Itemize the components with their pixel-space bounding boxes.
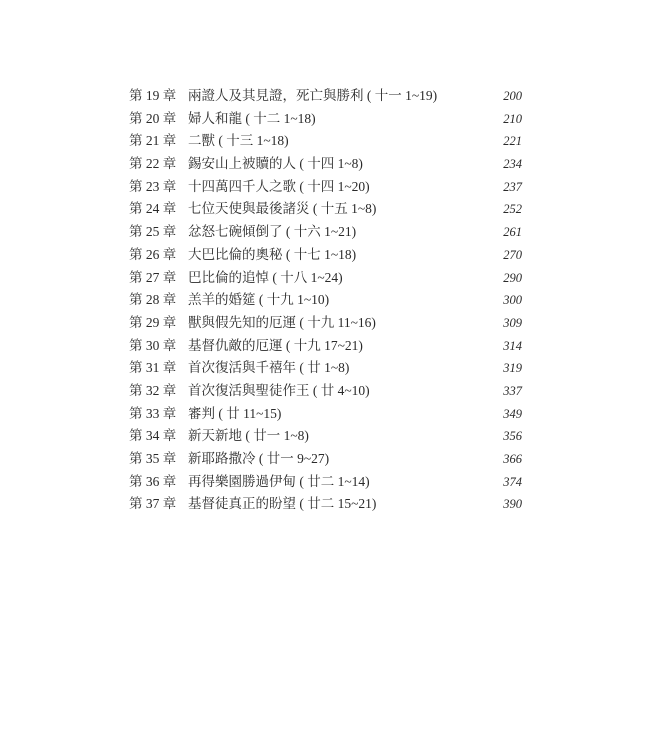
chapter-title: 基督徒真正的盼望 ( 廿二 15~21) [188,496,377,512]
chapter-title: 新耶路撒冷 ( 廿一 9~27) [188,451,330,466]
toc-entry[interactable] [0,198,650,221]
page-number: 261 [503,225,522,240]
toc-entry[interactable] [0,403,650,426]
toc-entry[interactable] [0,176,650,199]
page-number: 270 [503,247,522,262]
chapter-title: 二獸 ( 十三 1~18) [188,133,289,149]
chapter-label: 第 34 章 [129,428,177,444]
toc-entry[interactable] [0,425,650,448]
chapter-label: 第 23 章 [129,178,177,194]
chapter-title: 審判 ( 廿 11~15) [188,405,282,421]
page-number: 290 [503,270,522,285]
table-of-contents [0,85,650,516]
chapter-label: 第 35 章 [129,451,177,466]
chapter-title: 大巴比倫的奧秘 ( 十七 1~18) [188,246,357,262]
toc-entry[interactable] [0,289,650,312]
toc-entry[interactable] [0,221,650,244]
chapter-label: 第 20 章 [129,110,177,126]
toc-entry[interactable] [0,244,650,267]
chapter-title: 首次復活與聖徒作王 ( 廿 4~10) [188,382,370,398]
toc-entry[interactable] [0,471,650,494]
chapter-label: 第 19 章 [129,88,177,103]
toc-entry[interactable] [0,153,650,176]
page-number: 349 [503,406,522,421]
chapter-label: 第 33 章 [129,405,177,421]
chapter-title: 獸與假先知的厄運 ( 十九 11~16) [188,314,376,330]
page-number: 252 [503,202,522,217]
toc-entry[interactable] [0,130,650,153]
toc-entry[interactable] [0,380,650,403]
chapter-label: 第 28 章 [129,292,177,308]
chapter-label: 第 29 章 [129,314,177,330]
toc-entry[interactable] [0,493,650,516]
chapter-title: 巴比倫的追悼 ( 十八 1~24) [188,269,343,285]
page-number: 337 [503,383,522,398]
chapter-label: 第 22 章 [129,156,177,172]
toc-entry[interactable] [0,312,650,335]
chapter-label: 第 24 章 [129,201,177,217]
page-number: 210 [503,111,522,126]
page-number: 300 [503,293,522,308]
toc-entry[interactable] [0,448,650,471]
page-number: 237 [503,179,522,194]
chapter-title: 忿怒七碗傾倒了 ( 十六 1~21) [188,224,357,240]
chapter-label: 第 25 章 [129,224,177,240]
chapter-title: 十四萬四千人之歌 ( 十四 1~20) [188,178,370,194]
toc-entry[interactable] [0,267,650,290]
page-number: 356 [503,429,522,444]
chapter-label: 第 21 章 [129,133,177,149]
chapter-label: 第 37 章 [129,496,177,512]
chapter-title: 羔羊的婚筵 ( 十九 1~10) [188,292,330,308]
toc-entry[interactable] [0,357,650,380]
chapter-title: 再得樂園勝過伊甸 ( 廿二 1~14) [188,473,370,489]
chapter-label: 第 27 章 [129,269,177,285]
chapter-label: 第 26 章 [129,246,177,262]
toc-entry[interactable] [0,108,650,131]
toc-entry[interactable] [0,85,650,108]
chapter-label: 第 36 章 [129,473,177,489]
page-number: 234 [503,157,522,172]
toc-entry[interactable] [0,335,650,358]
chapter-title: 兩證人及其見證，死亡與勝利 ( 十一 1~19) [188,88,438,103]
page-number: 200 [503,89,522,103]
page-number: 319 [503,361,522,376]
chapter-label: 第 30 章 [129,337,177,353]
chapter-title: 首次復活與千禧年 ( 廿 1~8) [188,360,350,376]
chapter-label: 第 31 章 [129,360,177,376]
page-number: 221 [503,134,522,149]
chapter-label: 第 32 章 [129,382,177,398]
chapter-title: 七位天使與最後諸災 ( 十五 1~8) [188,201,377,217]
chapter-title: 婦人和龍 ( 十二 1~18) [188,110,316,126]
chapter-title: 新天新地 ( 廿一 1~8) [188,428,309,444]
page-number: 366 [503,452,522,466]
page-number: 314 [503,338,522,353]
chapter-title: 錫安山上被贖的人 ( 十四 1~8) [188,156,363,172]
page-number: 390 [503,497,522,512]
page-number: 374 [503,474,522,489]
page-number: 309 [503,315,522,330]
chapter-title: 基督仇敵的厄運 ( 十九 17~21) [188,337,363,353]
